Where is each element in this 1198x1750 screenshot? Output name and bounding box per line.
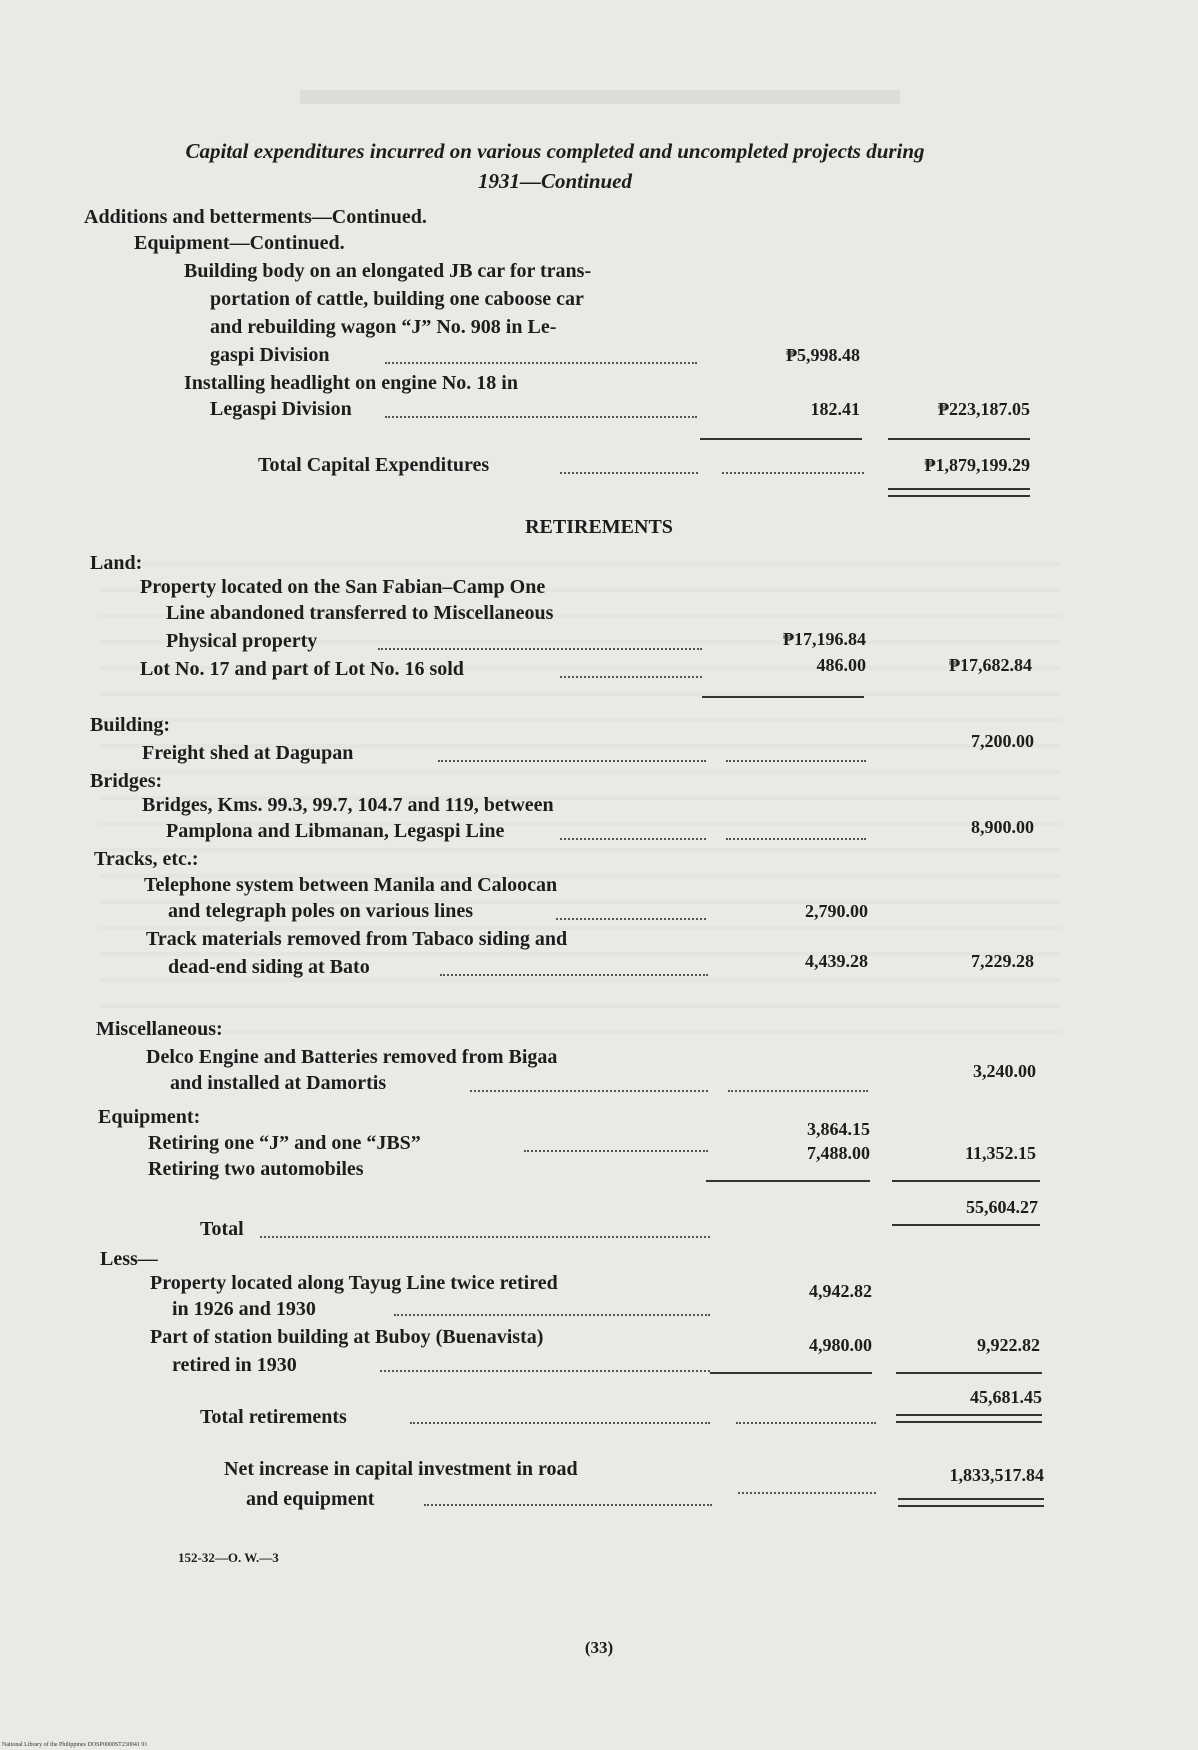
net-amount: 1,833,517.84: [949, 1465, 1044, 1485]
dot-leader: [440, 974, 708, 976]
amount: 4,942.82: [809, 1281, 872, 1301]
rule: [892, 1180, 1040, 1182]
item-line: and rebuilding wagon “J” No. 908 in Le-: [210, 316, 557, 338]
section-heading-retirements: RETIREMENTS: [525, 516, 673, 538]
subheading-equipment: Equipment—Continued.: [134, 232, 345, 254]
item-line: retired in 1930: [172, 1354, 297, 1376]
category-miscellaneous: Miscellaneous:: [96, 1018, 223, 1040]
item-line: portation of cattle, building one caboose car: [210, 288, 584, 310]
item-line: Legaspi Division: [210, 398, 352, 420]
scan-note: National Library of the Philippines DOSP0000ST230041 91: [2, 1742, 148, 1748]
item-line: Property located along Tayug Line twice retired: [150, 1272, 558, 1294]
dot-leader: [560, 676, 702, 678]
item-line: Freight shed at Dagupan: [142, 742, 354, 764]
item-line: Bridges, Kms. 99.3, 99.7, 104.7 and 119, between: [142, 794, 554, 816]
category-land: Land:: [90, 552, 143, 574]
dot-leader: [726, 760, 866, 762]
item-line: Telephone system between Manila and Caloocan: [144, 874, 558, 896]
total-label: Total: [200, 1218, 244, 1240]
item-line: and telegraph poles on various lines: [168, 900, 474, 922]
item-line: dead-end siding at Bato: [168, 956, 370, 978]
rule: [700, 438, 862, 440]
total-amount: ₱1,879,199.29: [924, 455, 1030, 475]
double-rule: [888, 488, 1030, 497]
item-line: Part of station building at Buboy (Buenavista): [150, 1326, 544, 1348]
dot-leader: [394, 1314, 710, 1316]
dot-leader: [560, 838, 706, 840]
amount: ₱5,998.48: [786, 345, 860, 365]
amount: ₱17,196.84: [783, 629, 866, 649]
section-heading-additions: Additions and betterments—Continued.: [84, 206, 427, 228]
item-line: Property located on the San Fabian–Camp One: [140, 576, 546, 598]
item-line: Retiring one “J” and one “JBS”: [148, 1132, 421, 1154]
dot-leader: [524, 1150, 708, 1152]
item-line: Building body on an elongated JB car for trans-: [184, 260, 592, 282]
net-label-line-1: Net increase in capital investment in road: [224, 1458, 578, 1480]
amount: 4,980.00: [809, 1335, 872, 1355]
item-line: Lot No. 17 and part of Lot No. 16 sold: [140, 658, 464, 680]
total-retirements-amount: 45,681.45: [970, 1387, 1042, 1407]
double-rule: [898, 1498, 1044, 1507]
net-label-line-2: and equipment: [246, 1488, 375, 1510]
subtotal: 8,900.00: [971, 817, 1034, 837]
subtotal: 3,240.00: [973, 1061, 1036, 1081]
rule: [702, 696, 864, 698]
category-bridges: Bridges:: [90, 770, 163, 792]
subtotal: 11,352.15: [964, 1143, 1036, 1163]
dot-leader: [410, 1422, 710, 1424]
total-amount: 55,604.27: [966, 1197, 1038, 1217]
amount: 4,439.28: [805, 951, 868, 971]
dot-leader: [385, 362, 697, 364]
amount: 3,864.15: [807, 1119, 870, 1139]
item-line: Pamplona and Libmanan, Legaspi Line: [166, 820, 505, 842]
page-title: [80, 136, 1030, 196]
rule: [896, 1372, 1042, 1374]
dot-leader: [424, 1504, 712, 1506]
dot-leader: [738, 1492, 876, 1494]
amount: 2,790.00: [805, 901, 868, 921]
rule: [710, 1372, 872, 1374]
dot-leader: [722, 472, 864, 474]
amount: 182.41: [810, 399, 860, 419]
rule: [892, 1224, 1040, 1226]
item-line: and installed at Damortis: [170, 1072, 387, 1094]
title-line-2: 1931—Continued: [477, 169, 633, 193]
less-label: Less—: [100, 1248, 158, 1270]
dot-leader: [470, 1090, 708, 1092]
subtotal: 9,922.82: [977, 1335, 1040, 1355]
item-line: Track materials removed from Tabaco siding and: [146, 928, 568, 950]
item-line: Installing headlight on engine No. 18 in: [184, 372, 518, 394]
total-retirements-label: Total retirements: [200, 1406, 347, 1428]
subtotal: 7,200.00: [971, 731, 1034, 751]
dot-leader: [560, 472, 698, 474]
item-line: Delco Engine and Batteries removed from Bigaa: [146, 1046, 558, 1068]
amount: 7,488.00: [807, 1143, 870, 1163]
total-label: Total Capital Expenditures: [258, 454, 490, 476]
rule: [706, 1180, 870, 1182]
dot-leader: [726, 838, 866, 840]
dot-leader: [728, 1090, 868, 1092]
dot-leader: [736, 1422, 876, 1424]
double-rule: [896, 1414, 1042, 1423]
item-line: gaspi Division: [210, 344, 330, 366]
dot-leader: [385, 416, 697, 418]
item-line: Retiring two automobiles: [148, 1158, 364, 1180]
bleed-through: [300, 90, 900, 104]
dot-leader: [556, 918, 706, 920]
print-code: 152-32—O. W.—3: [178, 1550, 279, 1565]
dot-leader: [260, 1236, 710, 1238]
item-line: Line abandoned transferred to Miscellaneous: [166, 602, 554, 624]
category-building: Building:: [90, 714, 171, 736]
dot-leader: [380, 1370, 710, 1372]
item-line: in 1926 and 1930: [172, 1298, 316, 1320]
category-tracks: Tracks, etc.:: [94, 848, 199, 870]
title-line-1: Capital expenditures incurred on various completed and uncompleted projects during: [185, 139, 925, 163]
rule: [888, 438, 1030, 440]
page-number: (33): [584, 1638, 614, 1657]
subtotal: 7,229.28: [971, 951, 1034, 971]
dot-leader: [438, 760, 706, 762]
category-equipment: Equipment:: [98, 1106, 201, 1128]
dot-leader: [378, 648, 702, 650]
amount: 486.00: [816, 655, 866, 675]
subtotal: ₱17,682.84: [949, 655, 1032, 675]
item-line: Physical property: [166, 630, 318, 652]
subtotal: ₱223,187.05: [938, 399, 1030, 419]
